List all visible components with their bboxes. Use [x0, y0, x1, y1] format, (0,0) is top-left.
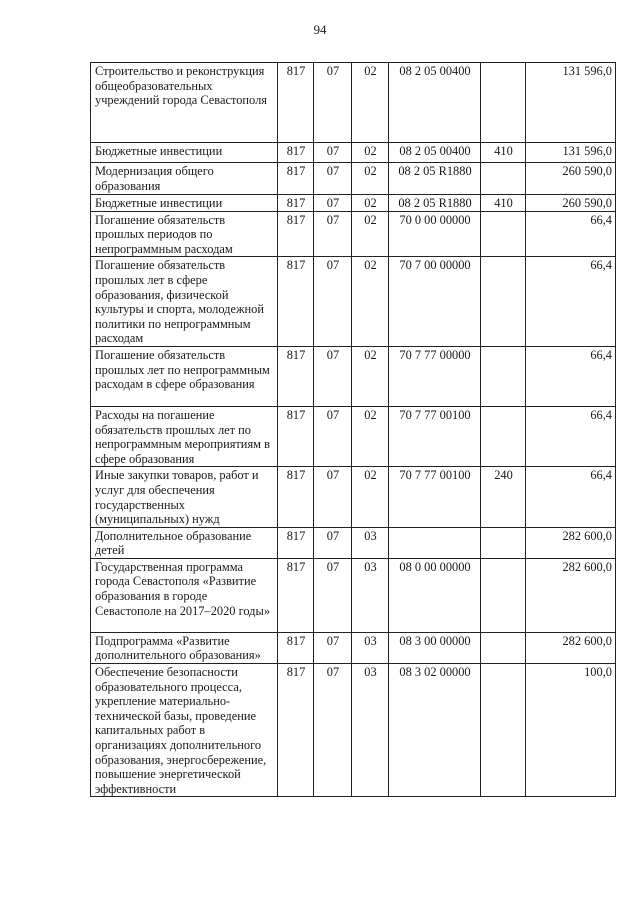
row-expense-type — [481, 527, 526, 558]
row-section-code: 07 — [314, 346, 352, 406]
row-grbs-code: 817 — [278, 527, 314, 558]
row-name: Бюджетные инвестиции — [91, 195, 278, 212]
row-amount: 66,4 — [526, 406, 616, 466]
budget-table — [90, 62, 616, 797]
row-name: Обеспечение безопасности образовательного процесса, укрепление материально-технической базы, проведение капитальных работ в организациях дополнительного образования, энергосбережение, повышение энергетической эффективности — [91, 664, 278, 797]
row-amount: 100,0 — [526, 664, 616, 797]
row-subsection-code: 02 — [352, 63, 389, 143]
table-row — [91, 143, 616, 163]
row-section-code: 07 — [314, 527, 352, 558]
row-grbs-code: 817 — [278, 467, 314, 527]
row-grbs-code: 817 — [278, 406, 314, 466]
table-row — [91, 632, 616, 663]
row-name: Модернизация общего образования — [91, 163, 278, 195]
row-name: Подпрограмма «Развитие дополнительного образования» — [91, 632, 278, 663]
row-amount: 282 600,0 — [526, 527, 616, 558]
row-target-article: 08 3 02 00000 — [389, 664, 481, 797]
table-row — [91, 63, 616, 143]
row-target-article: 08 2 05 R1880 — [389, 195, 481, 212]
row-grbs-code: 817 — [278, 346, 314, 406]
row-subsection-code: 02 — [352, 143, 389, 163]
row-section-code: 07 — [314, 257, 352, 347]
row-section-code: 07 — [314, 406, 352, 466]
row-section-code: 07 — [314, 632, 352, 663]
table-row — [91, 195, 616, 212]
row-subsection-code: 03 — [352, 527, 389, 558]
row-expense-type: 410 — [481, 143, 526, 163]
row-expense-type — [481, 558, 526, 632]
row-expense-type — [481, 632, 526, 663]
row-expense-type — [481, 211, 526, 257]
table-row — [91, 346, 616, 406]
row-section-code: 07 — [314, 143, 352, 163]
row-name: Расходы на погашение обязательств прошлых лет по непрограммным мероприятиям в сфере образования — [91, 406, 278, 466]
row-subsection-code: 02 — [352, 406, 389, 466]
row-grbs-code: 817 — [278, 664, 314, 797]
row-name: Государственная программа города Севастополя «Развитие образования в городе Севастополе на 2017–2020 годы» — [91, 558, 278, 632]
row-expense-type: 410 — [481, 195, 526, 212]
table-row — [91, 467, 616, 527]
row-target-article: 70 7 77 00100 — [389, 467, 481, 527]
row-grbs-code: 817 — [278, 143, 314, 163]
row-expense-type — [481, 163, 526, 195]
row-subsection-code: 02 — [352, 257, 389, 347]
row-section-code: 07 — [314, 211, 352, 257]
row-expense-type — [481, 346, 526, 406]
row-subsection-code: 03 — [352, 558, 389, 632]
row-grbs-code: 817 — [278, 211, 314, 257]
row-target-article: 08 3 00 00000 — [389, 632, 481, 663]
row-grbs-code: 817 — [278, 195, 314, 212]
row-section-code: 07 — [314, 63, 352, 143]
row-expense-type — [481, 257, 526, 347]
row-section-code: 07 — [314, 163, 352, 195]
row-subsection-code: 02 — [352, 346, 389, 406]
row-subsection-code: 03 — [352, 632, 389, 663]
row-target-article: 08 0 00 00000 — [389, 558, 481, 632]
table-row — [91, 527, 616, 558]
row-target-article: 08 2 05 00400 — [389, 63, 481, 143]
table-row — [91, 558, 616, 632]
row-subsection-code: 02 — [352, 163, 389, 195]
table-row — [91, 257, 616, 347]
row-section-code: 07 — [314, 195, 352, 212]
row-expense-type — [481, 406, 526, 466]
row-name: Дополнительное образование детей — [91, 527, 278, 558]
row-expense-type: 240 — [481, 467, 526, 527]
row-amount: 66,4 — [526, 346, 616, 406]
row-amount: 66,4 — [526, 467, 616, 527]
page-number: 94 — [313, 22, 327, 37]
row-name: Иные закупки товаров, работ и услуг для обеспечения государственных (муниципальных) нужд — [91, 467, 278, 527]
table-row — [91, 163, 616, 195]
row-grbs-code: 817 — [278, 558, 314, 632]
row-section-code: 07 — [314, 558, 352, 632]
row-name: Погашение обязательств прошлых лет по непрограммным расходам в сфере образования — [91, 346, 278, 406]
table-row — [91, 211, 616, 257]
row-name: Погашение обязательств прошлых периодов по непрограммным расходам — [91, 211, 278, 257]
row-expense-type — [481, 63, 526, 143]
row-amount: 282 600,0 — [526, 558, 616, 632]
row-amount: 66,4 — [526, 211, 616, 257]
row-grbs-code: 817 — [278, 257, 314, 347]
row-subsection-code: 02 — [352, 211, 389, 257]
row-name: Бюджетные инвестиции — [91, 143, 278, 163]
row-subsection-code: 02 — [352, 195, 389, 212]
row-target-article — [389, 527, 481, 558]
row-amount: 282 600,0 — [526, 632, 616, 663]
row-amount: 260 590,0 — [526, 195, 616, 212]
row-grbs-code: 817 — [278, 632, 314, 663]
table-row — [91, 664, 616, 797]
row-subsection-code: 03 — [352, 664, 389, 797]
row-name: Строительство и реконструкция общеобразовательных учреждений города Севастополя — [91, 63, 278, 143]
budget-table-body — [91, 63, 616, 797]
row-target-article: 70 0 00 00000 — [389, 211, 481, 257]
table-row — [91, 406, 616, 466]
row-amount: 131 596,0 — [526, 143, 616, 163]
row-amount: 260 590,0 — [526, 163, 616, 195]
row-grbs-code: 817 — [278, 163, 314, 195]
row-expense-type — [481, 664, 526, 797]
row-target-article: 70 7 77 00100 — [389, 406, 481, 466]
row-section-code: 07 — [314, 664, 352, 797]
row-target-article: 08 2 05 00400 — [389, 143, 481, 163]
row-name: Погашение обязательств прошлых лет в сфере образования, физической культуры и спорта, молодежной политики по непрограммным расходам — [91, 257, 278, 347]
row-grbs-code: 817 — [278, 63, 314, 143]
row-amount: 66,4 — [526, 257, 616, 347]
row-section-code: 07 — [314, 467, 352, 527]
row-subsection-code: 02 — [352, 467, 389, 527]
row-target-article: 70 7 00 00000 — [389, 257, 481, 347]
row-target-article: 08 2 05 R1880 — [389, 163, 481, 195]
row-amount: 131 596,0 — [526, 63, 616, 143]
row-target-article: 70 7 77 00000 — [389, 346, 481, 406]
